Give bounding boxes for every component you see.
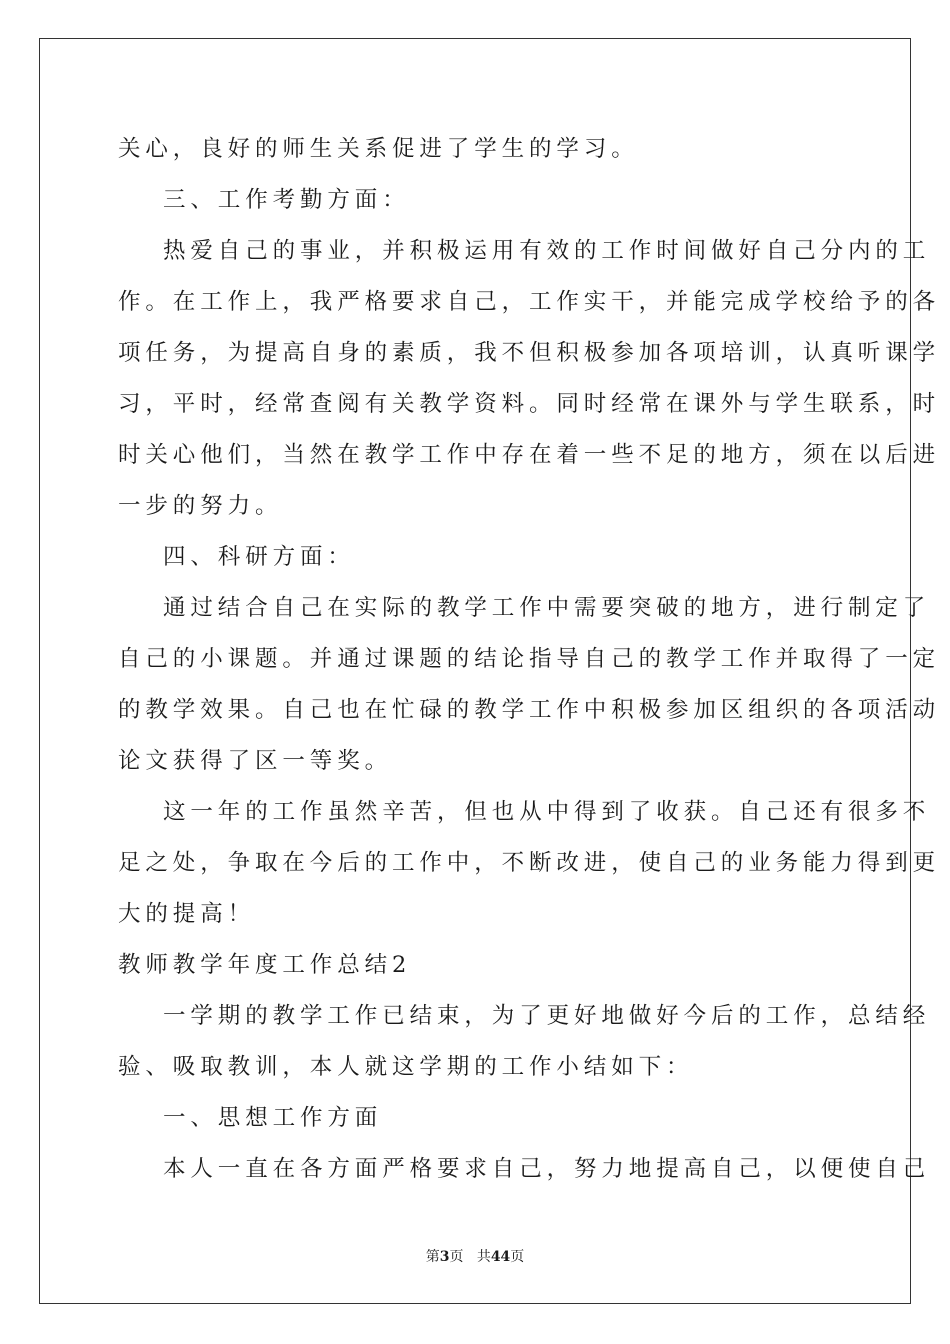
text-line: 验、吸取教训，本人就这学期的工作小结如下： <box>118 1054 694 1080</box>
text-line: 自己的小课题。并通过课题的结论指导自己的教学工作并取得了一定 <box>118 646 941 672</box>
text-line: 时关心他们，当然在教学工作中存在着一些不足的地方，须在以后进 <box>118 442 941 468</box>
article-title: 教师教学年度工作总结2 <box>118 952 412 978</box>
total-prefix: 共 <box>476 1249 491 1265</box>
section-heading: 一、思想工作方面 <box>163 1105 383 1131</box>
page-suffix: 页 <box>449 1249 464 1265</box>
page-footer <box>0 1247 950 1267</box>
total-pages: 44 <box>490 1249 511 1265</box>
section-heading: 三、工作考勤方面： <box>163 187 410 213</box>
total-suffix: 页 <box>510 1249 525 1265</box>
text-line: 足之处，争取在今后的工作中，不断改进，使自己的业务能力得到更 <box>118 850 941 876</box>
text-line: 论文获得了区一等奖。 <box>118 748 393 774</box>
text-line: 大的提高！ <box>118 901 256 927</box>
page-prefix: 第 <box>425 1249 440 1265</box>
text-line: 习，平时，经常查阅有关教学资料。同时经常在课外与学生联系，时 <box>118 391 941 417</box>
section-heading: 四、科研方面： <box>163 544 355 570</box>
text-line: 一学期的教学工作已结束，为了更好地做好今后的工作，总结经 <box>163 1003 931 1029</box>
text-line: 本人一直在各方面严格要求自己，努力地提高自己，以便使自己 <box>163 1156 931 1182</box>
text-line: 的教学效果。自己也在忙碌的教学工作中积极参加区组织的各项活动 <box>118 697 941 723</box>
text-line: 通过结合自己在实际的教学工作中需要突破的地方，进行制定了 <box>163 595 931 621</box>
text-line: 项任务，为提高自身的素质，我不但积极参加各项培训，认真听课学 <box>118 340 941 366</box>
text-line: 这一年的工作虽然辛苦，但也从中得到了收获。自己还有很多不 <box>163 799 931 825</box>
text-line: 热爱自己的事业，并积极运用有效的工作时间做好自己分内的工 <box>163 238 931 264</box>
text-line: 一步的努力。 <box>118 493 283 519</box>
text-line: 关心，良好的师生关系促进了学生的学习。 <box>118 136 639 162</box>
page-number: 3 <box>439 1249 450 1265</box>
text-line: 作。在工作上，我严格要求自己，工作实干，并能完成学校给予的各 <box>118 289 941 315</box>
